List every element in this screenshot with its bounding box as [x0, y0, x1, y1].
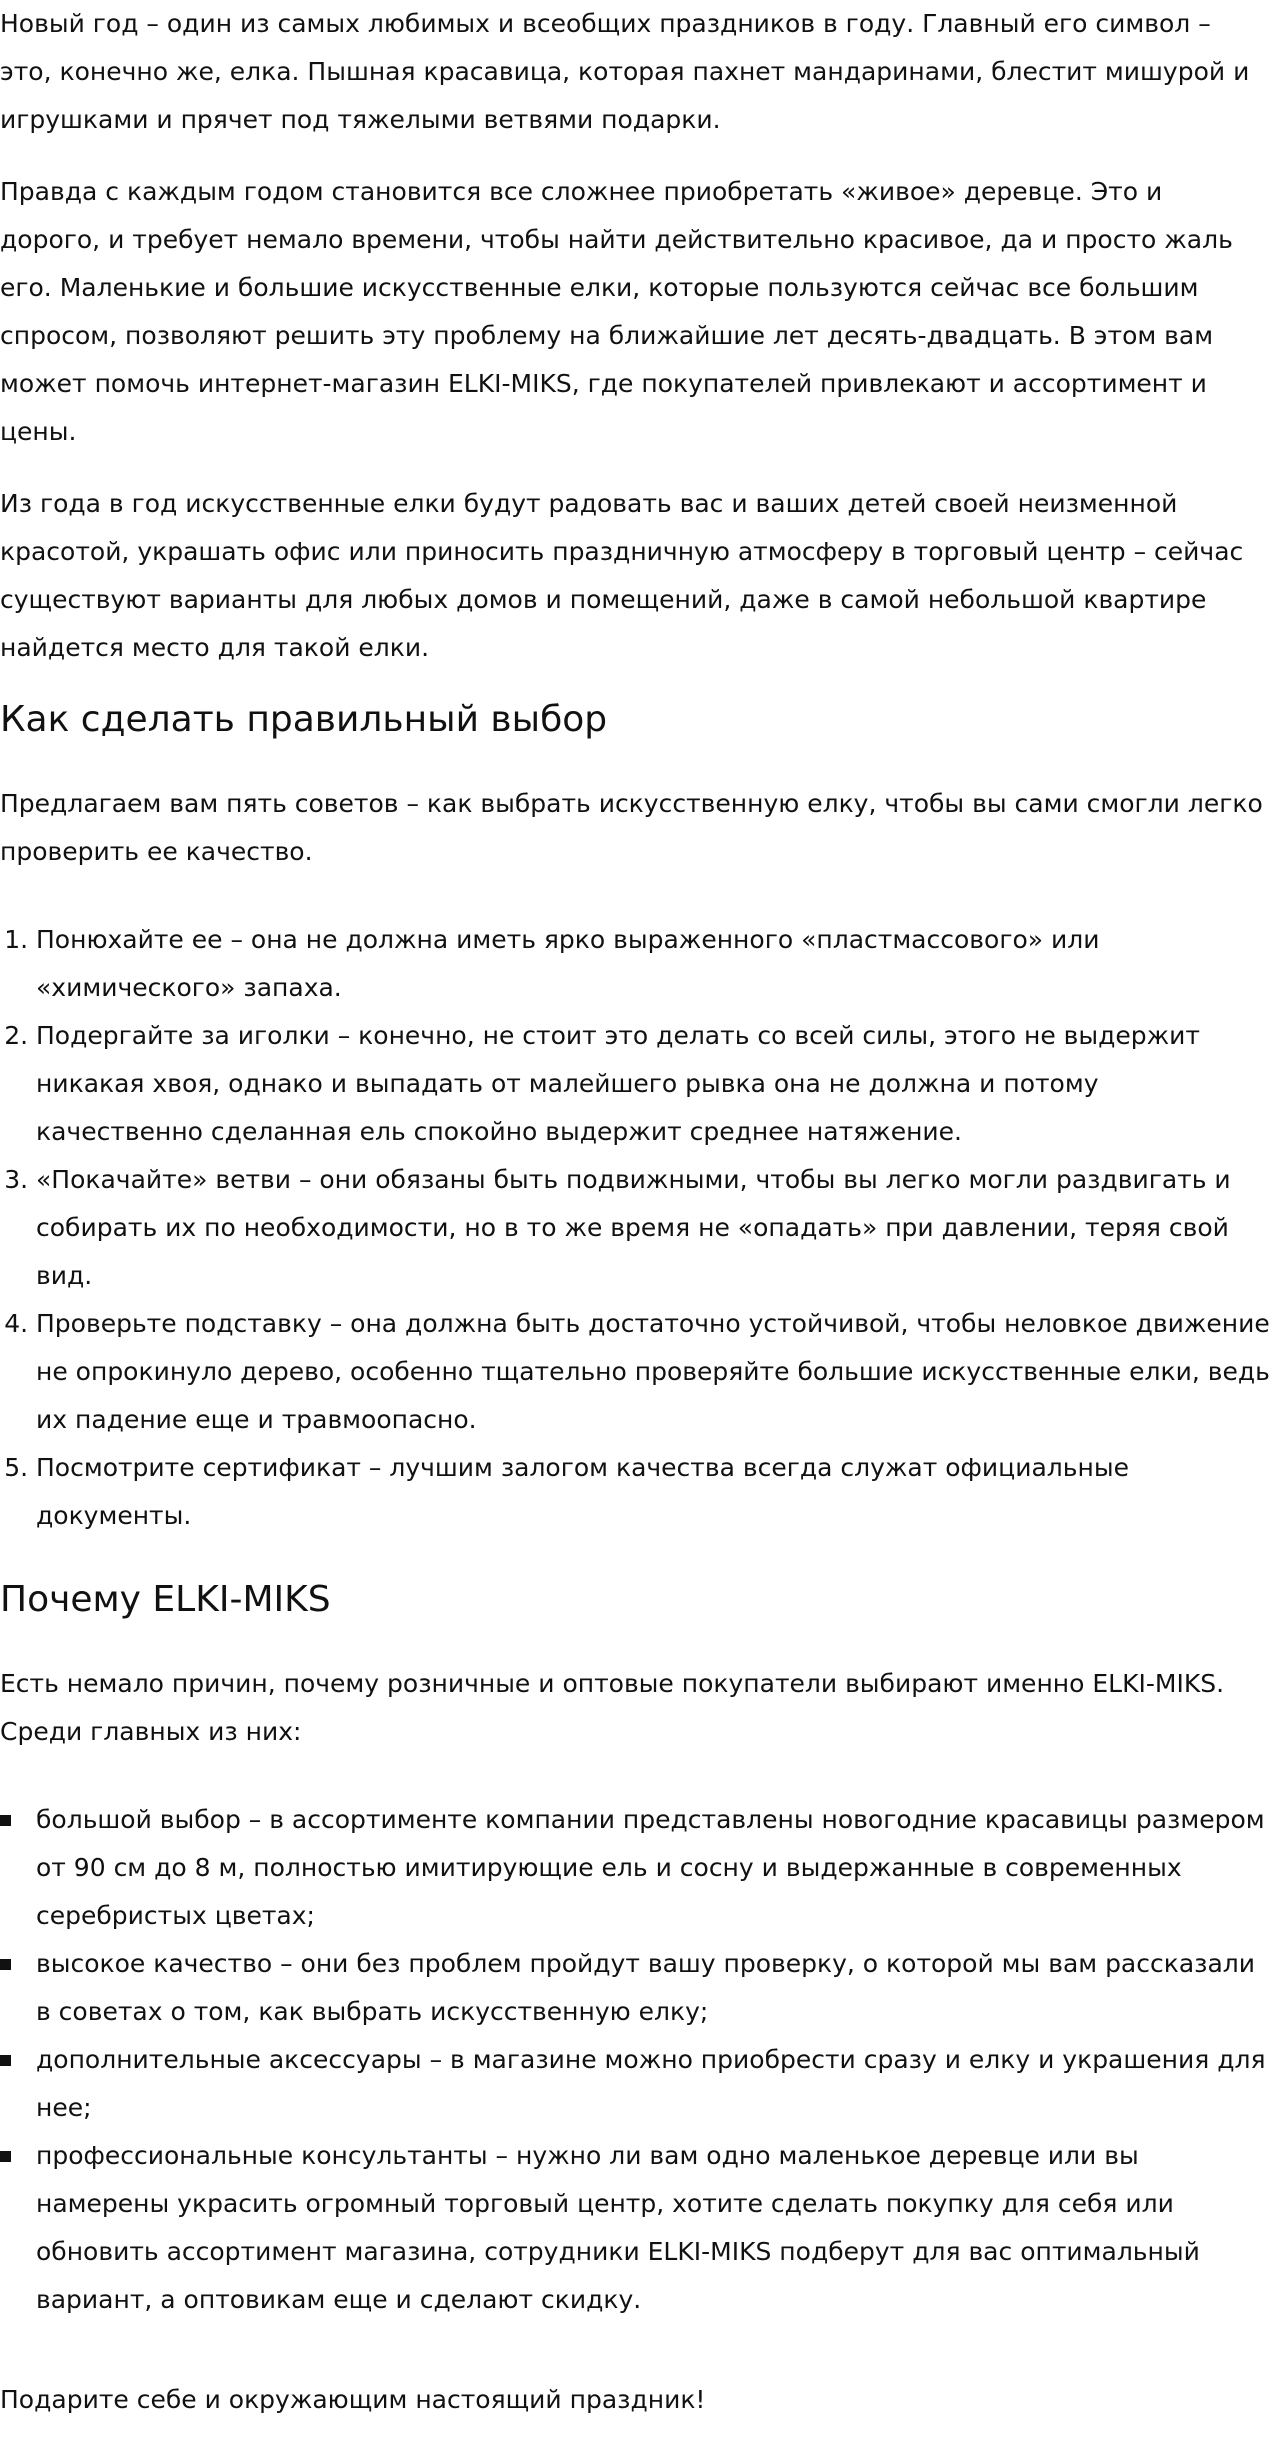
square-bullet-icon — [0, 2151, 11, 2162]
reasons-list — [0, 1796, 1270, 2324]
square-bullet-icon — [0, 1815, 11, 1826]
reason-item — [36, 2036, 1270, 2132]
square-bullet-icon — [0, 1959, 11, 1970]
reason-item — [36, 2132, 1270, 2324]
section-heading-choice: Как сделать правильный выбор — [0, 699, 608, 740]
reason-text: дополнительные аксессуары – в магазине можно приобрести сразу и елку и украшения для нее; — [36, 2045, 1266, 2122]
reason-item — [36, 1940, 1270, 2036]
reason-text: большой выбор – в ассортименте компании представлены новогодние красавицы размером от 90 см до 8 м, полностью имитирующие ель и сосну и выдержанные в современных серебристых цветах; — [36, 1805, 1265, 1930]
intro-paragraph-2: Правда с каждым годом становится все сложнее приобретать «живое» деревце. Это и дорого, и требует немало времени, чтобы найти действительно красивое, да и просто жаль его. Маленькие и большие искусственные елки, которые пользуются сейчас все большим спросом, позволяют решить эту проблему на ближайшие лет десять-двадцать. В этом вам может помочь интернет-магазин ELKI-MIKS, где покупателей привлекают и ассортимент и цены. — [0, 177, 1233, 446]
tip-item: 4. Проверьте подставку – она должна быть достаточно устойчивой, чтобы неловкое движение не опрокинуло дерево, особенно тщательно проверяйте большие искусственные елки, ведь их падение еще и травмоопасно. — [36, 1300, 1270, 1444]
reason-text: высокое качество – они без проблем пройдут вашу проверку, о которой мы вам рассказали в советах о том, как выбрать искусственную елку; — [36, 1949, 1256, 2026]
square-bullet-icon — [0, 2055, 11, 2066]
choice-lead-paragraph: Предлагаем вам пять советов – как выбрать искусственную елку, чтобы вы сами смогли легко проверить ее качество. — [0, 789, 1263, 866]
tip-item: 3. «Покачайте» ветви – они обязаны быть подвижными, чтобы вы легко могли раздвигать и собирать их по необходимости, но в то же время не «опадать» при давлении, теряя свой вид. — [36, 1156, 1270, 1300]
tip-item: 5. Посмотрите сертификат – лучшим залогом качества всегда служат официальные документы. — [36, 1444, 1270, 1540]
reason-item — [36, 1796, 1270, 1940]
intro-paragraph-1: Новый год – один из самых любимых и всеобщих праздников в году. Главный его символ – это, конечно же, елка. Пышная красавица, которая пахнет мандаринами, блестит мишурой и игрушками и прячет под тяжелыми ветвями подарки. — [0, 9, 1250, 134]
tip-item: 1. Понюхайте ее – она не должна иметь ярко выраженного «пластмассового» или «химического» запаха. — [36, 916, 1270, 1012]
reason-text: профессиональные консультанты – нужно ли вам одно маленькое деревце или вы намерены украсить огромный торговый центр, хотите сделать покупку для себя или обновить ассортимент магазина, сотрудники ELKI-MIKS подберут для вас оптимальный вариант, а оптовикам еще и сделают скидку. — [36, 2141, 1200, 2314]
tip-item: 2. Подергайте за иголки – конечно, не стоит это делать со всей силы, этого не выдержит никакая хвоя, однако и выпадать от малейшего рывка она не должна и потому качественно сделанная ель спокойно выдержит среднее натяжение. — [36, 1012, 1270, 1156]
closing-paragraph: Подарите себе и окружающим настоящий праздник! — [0, 2385, 706, 2414]
why-lead-paragraph: Есть немало причин, почему розничные и оптовые покупатели выбирают именно ELKI-MIKS. Среди главных из них: — [0, 1669, 1225, 1746]
tips-list — [0, 916, 1270, 1540]
section-heading-why: Почему ELKI-MIKS — [0, 1579, 331, 1620]
intro-paragraph-3: Из года в год искусственные елки будут радовать вас и ваших детей своей неизменной красотой, украшать офис или приносить праздничную атмосферу в торговый центр – сейчас существуют варианты для любых домов и помещений, даже в самой небольшой квартире найдется место для такой елки. — [0, 489, 1244, 662]
